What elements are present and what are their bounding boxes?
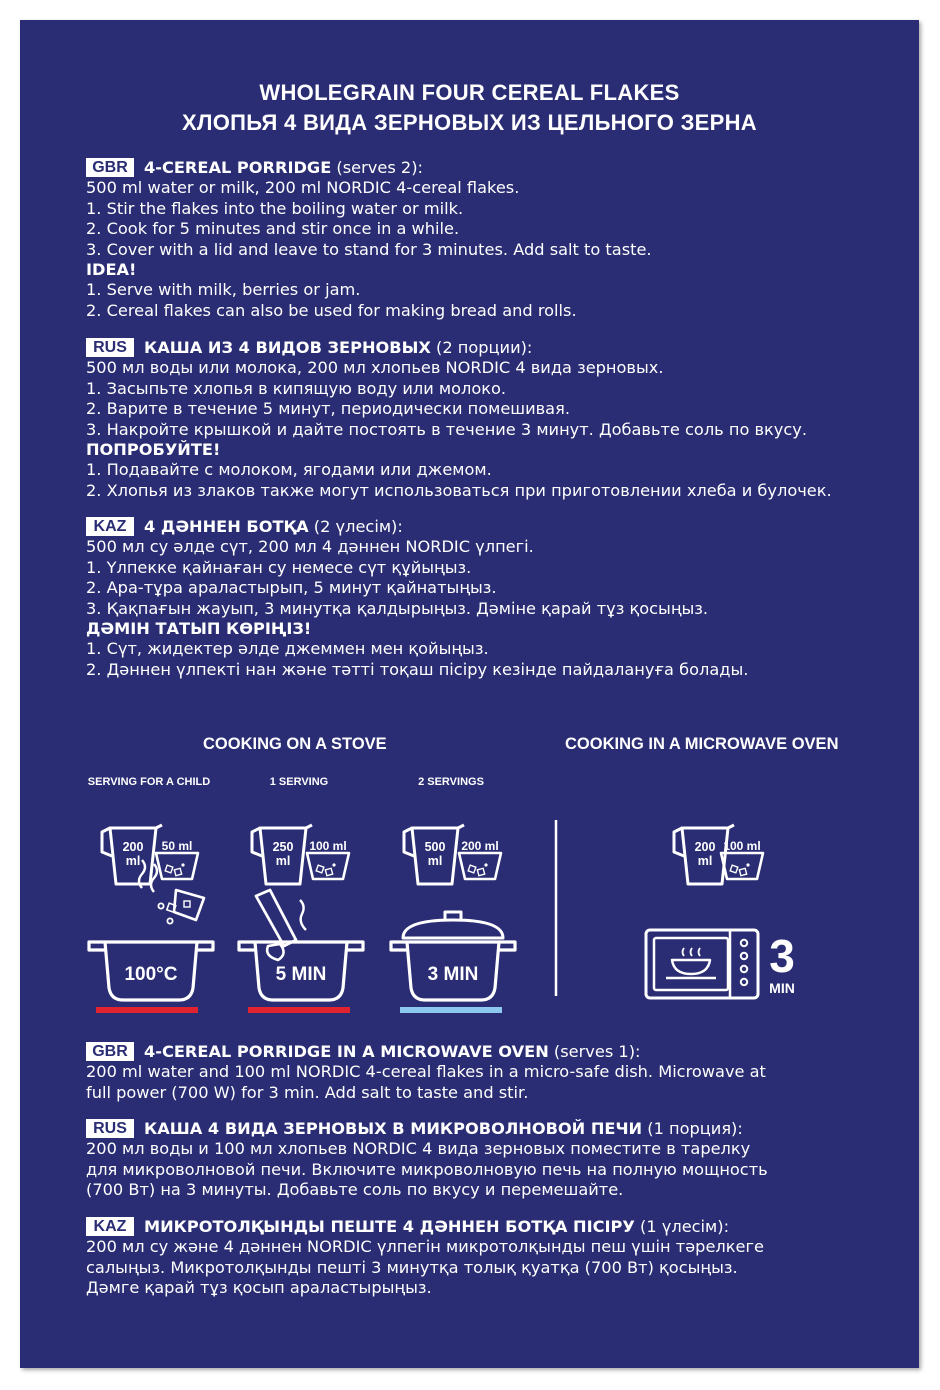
measuring-cup-icon (156, 839, 198, 879)
stirring-pot-icon (239, 890, 363, 1000)
portion-label: 1 SERVING (269, 776, 329, 788)
recipe-line: 500 мл су әлде сүт, 200 мл 4 дәннен NORDIC үлпегі. (86, 537, 534, 557)
heat-bar (248, 1007, 350, 1013)
measuring-cup-icon (307, 839, 349, 879)
recipe-heading: 4-CEREAL PORRIDGE (144, 158, 332, 177)
idea-line: 2. Cereal flakes can also be used for making bread and rolls. (86, 300, 577, 320)
liquid-unit: ml (427, 854, 443, 868)
recipe-line: (700 Вт) на 3 минуты. Добавьте соль по вкусу и перемешайте. (86, 1180, 624, 1200)
portion-label: SERVING FOR A CHILD (87, 776, 211, 788)
language-code-badge: KAZ (86, 1217, 134, 1236)
recipe-gbr-microwave (86, 1042, 886, 1103)
idea-label: ДӘМІН ТАТЫП КӨРІҢІЗ! (86, 619, 312, 639)
recipe-line: 1. Stir the flakes into the boiling water or milk. (86, 198, 464, 218)
measuring-cup-icon (459, 839, 501, 879)
recipe-line: 500 ml water or milk, 200 ml NORDIC 4-cereal flakes. (86, 178, 520, 198)
recipe-line: 3. Cover with a lid and leave to stand for 3 minutes. Add salt to taste. (86, 239, 652, 259)
liquid-unit: ml (275, 854, 291, 868)
recipe-line: 3. Накройте крышкой и дайте постоять в течение 3 минут. Добавьте соль по вкусу. (86, 419, 808, 439)
measuring-cup-icon (721, 839, 763, 879)
flakes-amount: 100 ml (723, 839, 761, 853)
flakes-amount: 50 ml (161, 839, 193, 853)
microwave-section-title: COOKING IN A MICROWAVE OVEN (565, 735, 839, 753)
recipe-heading: КАША ИЗ 4 ВИДОВ ЗЕРНОВЫХ (144, 338, 431, 357)
recipe-serves: (1 үлесім): (634, 1217, 730, 1236)
heat-bar (96, 1007, 198, 1013)
measuring-jug-icon (102, 825, 162, 884)
idea-line: 1. Подавайте с молоком, ягодами или джемом. (86, 460, 492, 480)
recipe-line: 1. Засыпьте хлопья в кипящую воду или молоко. (86, 378, 507, 398)
recipe-line: 1. Үлпекке қайнаған су немесе сүт құйыңыз. (86, 557, 472, 577)
recipe-line: для микроволновой печи. Включите микроволновую печь на полную мощность (86, 1159, 768, 1179)
liquid-unit: ml (697, 854, 713, 868)
language-code-badge: RUS (86, 1119, 134, 1138)
recipe-heading: КАША 4 ВИДА ЗЕРНОВЫХ В МИКРОВОЛНОВОЙ ПЕЧИ (144, 1119, 643, 1138)
recipe-line: 2. Ара-тұра араластырып, 5 минут қайнатыңыз. (86, 578, 497, 598)
recipe-serves: (serves 2): (331, 158, 423, 177)
microwave-oven-icon (646, 930, 758, 998)
recipe-line: 200 мл су және 4 дәннен NORDIC үлпегін микротолқынды пеш үшін тәрелкеге (86, 1237, 764, 1257)
recipe-heading: 4 ДӘННЕН БОТҚА (144, 517, 309, 536)
language-code-badge: KAZ (86, 517, 134, 536)
idea-line: 1. Сүт, жидектер әлде джеммен мен қойыңыз. (86, 639, 489, 659)
step-label: 3 MIN (427, 964, 479, 985)
liquid-amount: 500 (424, 840, 446, 854)
recipe-line: 200 ml water and 100 ml NORDIC 4-cereal flakes in a micro-safe dish. Microwave at (86, 1062, 766, 1082)
idea-label: IDEA! (86, 260, 137, 280)
language-code-badge: GBR (86, 1042, 134, 1061)
recipe-line: 500 мл воды или молока, 200 мл хлопьев NORDIC 4 вида зерновых. (86, 358, 664, 378)
recipe-gbr-stove (86, 158, 886, 321)
portion-label: 2 SERVINGS (418, 776, 484, 788)
rest-bar (400, 1007, 502, 1013)
recipe-serves: (2 порции): (430, 338, 533, 357)
recipe-serves: (2 үлесім): (308, 517, 403, 536)
package-panel (20, 20, 919, 1368)
recipe-heading: МИКРОТОЛҚЫНДЫ ПЕШТЕ 4 ДӘННЕН БОТҚА ПІСІРУ (144, 1217, 635, 1236)
liquid-amount: 200 (122, 840, 144, 854)
recipe-line: 2. Варите в течение 5 минут, периодически помешивая. (86, 399, 570, 419)
flakes-amount: 200 ml (461, 839, 499, 853)
boiling-pot-icon (89, 860, 213, 1000)
language-code-badge: RUS (86, 338, 134, 357)
recipe-serves: (1 порция): (642, 1119, 743, 1138)
recipe-heading: 4-CEREAL PORRIDGE IN A MICROWAVE OVEN (144, 1042, 549, 1061)
recipe-kaz-microwave (86, 1217, 886, 1299)
recipe-line: full power (700 W) for 3 min. Add salt to taste and stir. (86, 1082, 529, 1102)
recipe-rus-microwave (86, 1119, 886, 1201)
title-english: WHOLEGRAIN FOUR CEREAL FLAKES (259, 80, 680, 105)
liquid-amount: 200 (694, 840, 716, 854)
microwave-time: 3 (769, 930, 795, 982)
recipe-line: салыңыз. Микротолқынды пешті 3 минутқа толық қуатқа (700 Вт) қосыңыз. (86, 1257, 738, 1277)
measuring-jug-icon (404, 825, 464, 884)
language-code-badge: GBR (86, 158, 134, 177)
idea-label: ПОПРОБУЙТЕ! (86, 440, 221, 460)
liquid-amount: 250 (272, 840, 294, 854)
recipe-serves: (serves 1): (548, 1042, 641, 1061)
recipe-rus-stove (86, 338, 886, 501)
liquid-unit: ml (125, 854, 141, 868)
recipe-line: 2. Cook for 5 minutes and stir once in a while. (86, 219, 460, 239)
title-russian: ХЛОПЬЯ 4 ВИДА ЗЕРНОВЫХ ИЗ ЦЕЛЬНОГО ЗЕРНА (181, 110, 757, 135)
idea-line: 2. Хлопья из злаков также могут использоваться при приготовлении хлеба и булочек. (86, 480, 832, 500)
recipe-line: 3. Қақпағын жауып, 3 минутқа қалдырыңыз. Дәміне қарай тұз қосыңыз. (86, 598, 709, 618)
recipe-line: 200 мл воды и 100 мл хлопьев NORDIC 4 вида зерновых поместите в тарелку (86, 1139, 751, 1159)
cooking-instructions-illustration (20, 780, 919, 1020)
step-label: 100°C (124, 964, 178, 985)
step-label: 5 MIN (275, 964, 327, 985)
covered-pot-icon (391, 912, 515, 1000)
flakes-amount: 100 ml (309, 839, 347, 853)
idea-line: 1. Serve with milk, berries or jam. (86, 280, 361, 300)
stove-section-title: COOKING ON A STOVE (203, 735, 387, 753)
measuring-jug-icon (252, 825, 312, 884)
microwave-time-unit: MIN (769, 980, 795, 996)
recipe-line: Дәмге қарай тұз қосып араластырыңыз. (86, 1278, 432, 1298)
idea-line: 2. Дәннен үлпекті нан және тәтті тоқаш пісіру кезінде пайдалануға болады. (86, 659, 749, 679)
recipe-kaz-stove (86, 517, 886, 680)
